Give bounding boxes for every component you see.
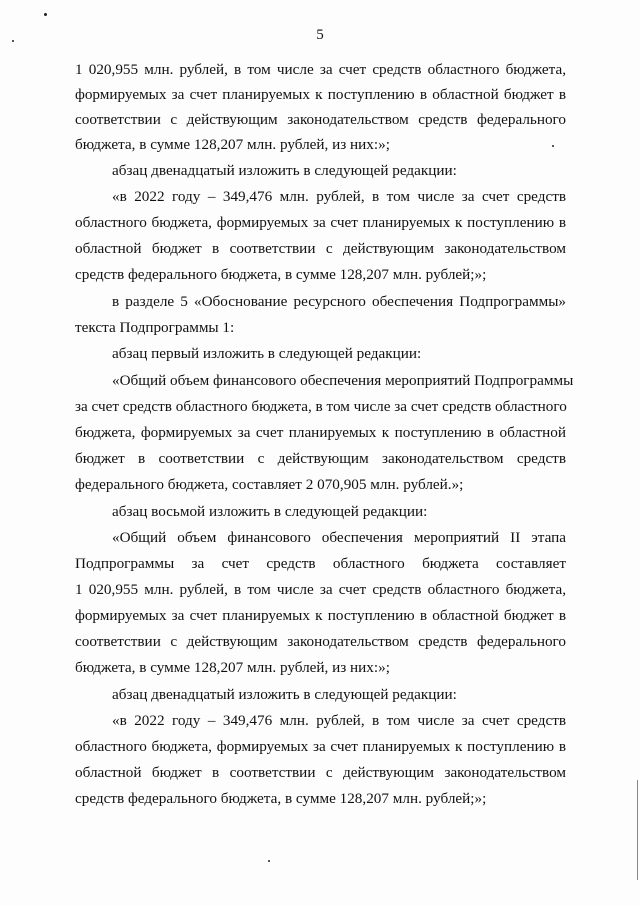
text-line: формируемых за счет планируемых к поступлению в областной бюджет в bbox=[75, 86, 566, 103]
text-line: средств федерального бюджета, в сумме 128,207 млн. рублей;»; bbox=[75, 266, 487, 283]
scan-speck bbox=[12, 40, 14, 42]
text-line: бюджета, формируемых за счет планируемых к поступлению в областной bbox=[75, 424, 566, 441]
text-line: средств федерального бюджета, в сумме 128,207 млн. рублей;»; bbox=[75, 790, 487, 807]
text-line: формируемых за счет планируемых к поступлению в областной бюджет в bbox=[75, 607, 566, 624]
text-line: абзац восьмой изложить в следующей редакции: bbox=[112, 503, 428, 520]
text-line: абзац двенадцатый изложить в следующей редакции: bbox=[112, 686, 457, 703]
text-line: бюджет в соответствии с действующим законодательством средств bbox=[75, 450, 566, 467]
text-line: областной бюджет в соответствии с действующим законодательством bbox=[75, 764, 566, 781]
scan-edge-mark bbox=[637, 780, 638, 880]
text-line: областного бюджета, формируемых за счет планируемых к поступлению в bbox=[75, 738, 566, 755]
text-line: текста Подпрограммы 1: bbox=[75, 319, 235, 336]
scan-speck bbox=[552, 145, 554, 147]
text-line: «Общий объем финансового обеспечения мероприятий II этапа bbox=[112, 529, 566, 546]
scan-speck bbox=[44, 13, 47, 16]
text-line: Подпрограммы за счет средств областного бюджета составляет bbox=[75, 555, 566, 572]
text-line: абзац первый изложить в следующей редакции: bbox=[112, 345, 422, 362]
text-line: в разделе 5 «Обоснование ресурсного обеспечения Подпрограммы» bbox=[112, 293, 566, 310]
text-line: за счет средств областного бюджета, в том числе за счет средств областного bbox=[75, 398, 567, 415]
text-line: областного бюджета, формируемых за счет планируемых к поступлению в bbox=[75, 214, 566, 231]
text-line: «в 2022 году – 349,476 млн. рублей, в том числе за счет средств bbox=[112, 188, 566, 205]
text-line: федерального бюджета, составляет 2 070,905 млн. рублей.»; bbox=[75, 476, 464, 493]
text-line: бюджета, в сумме 128,207 млн. рублей, из них:»; bbox=[75, 659, 390, 676]
text-line: «в 2022 году – 349,476 млн. рублей, в том числе за счет средств bbox=[112, 712, 566, 729]
text-line: «Общий объем финансового обеспечения мероприятий Подпрограммы bbox=[112, 372, 574, 389]
page-number: 5 bbox=[316, 27, 324, 43]
text-line: 1 020,955 млн. рублей, в том числе за счет средств областного бюджета, bbox=[75, 61, 566, 78]
text-line: областной бюджет в соответствии с действующим законодательством bbox=[75, 240, 566, 257]
text-line: соответствии с действующим законодательством средств федерального bbox=[75, 633, 566, 650]
text-line: бюджета, в сумме 128,207 млн. рублей, из них:»; bbox=[75, 136, 390, 153]
text-line: абзац двенадцатый изложить в следующей редакции: bbox=[112, 162, 457, 179]
scan-speck bbox=[268, 860, 270, 862]
text-line: соответствии с действующим законодательством средств федерального bbox=[75, 111, 566, 128]
text-line: 1 020,955 млн. рублей, в том числе за счет средств областного бюджета, bbox=[75, 581, 566, 598]
